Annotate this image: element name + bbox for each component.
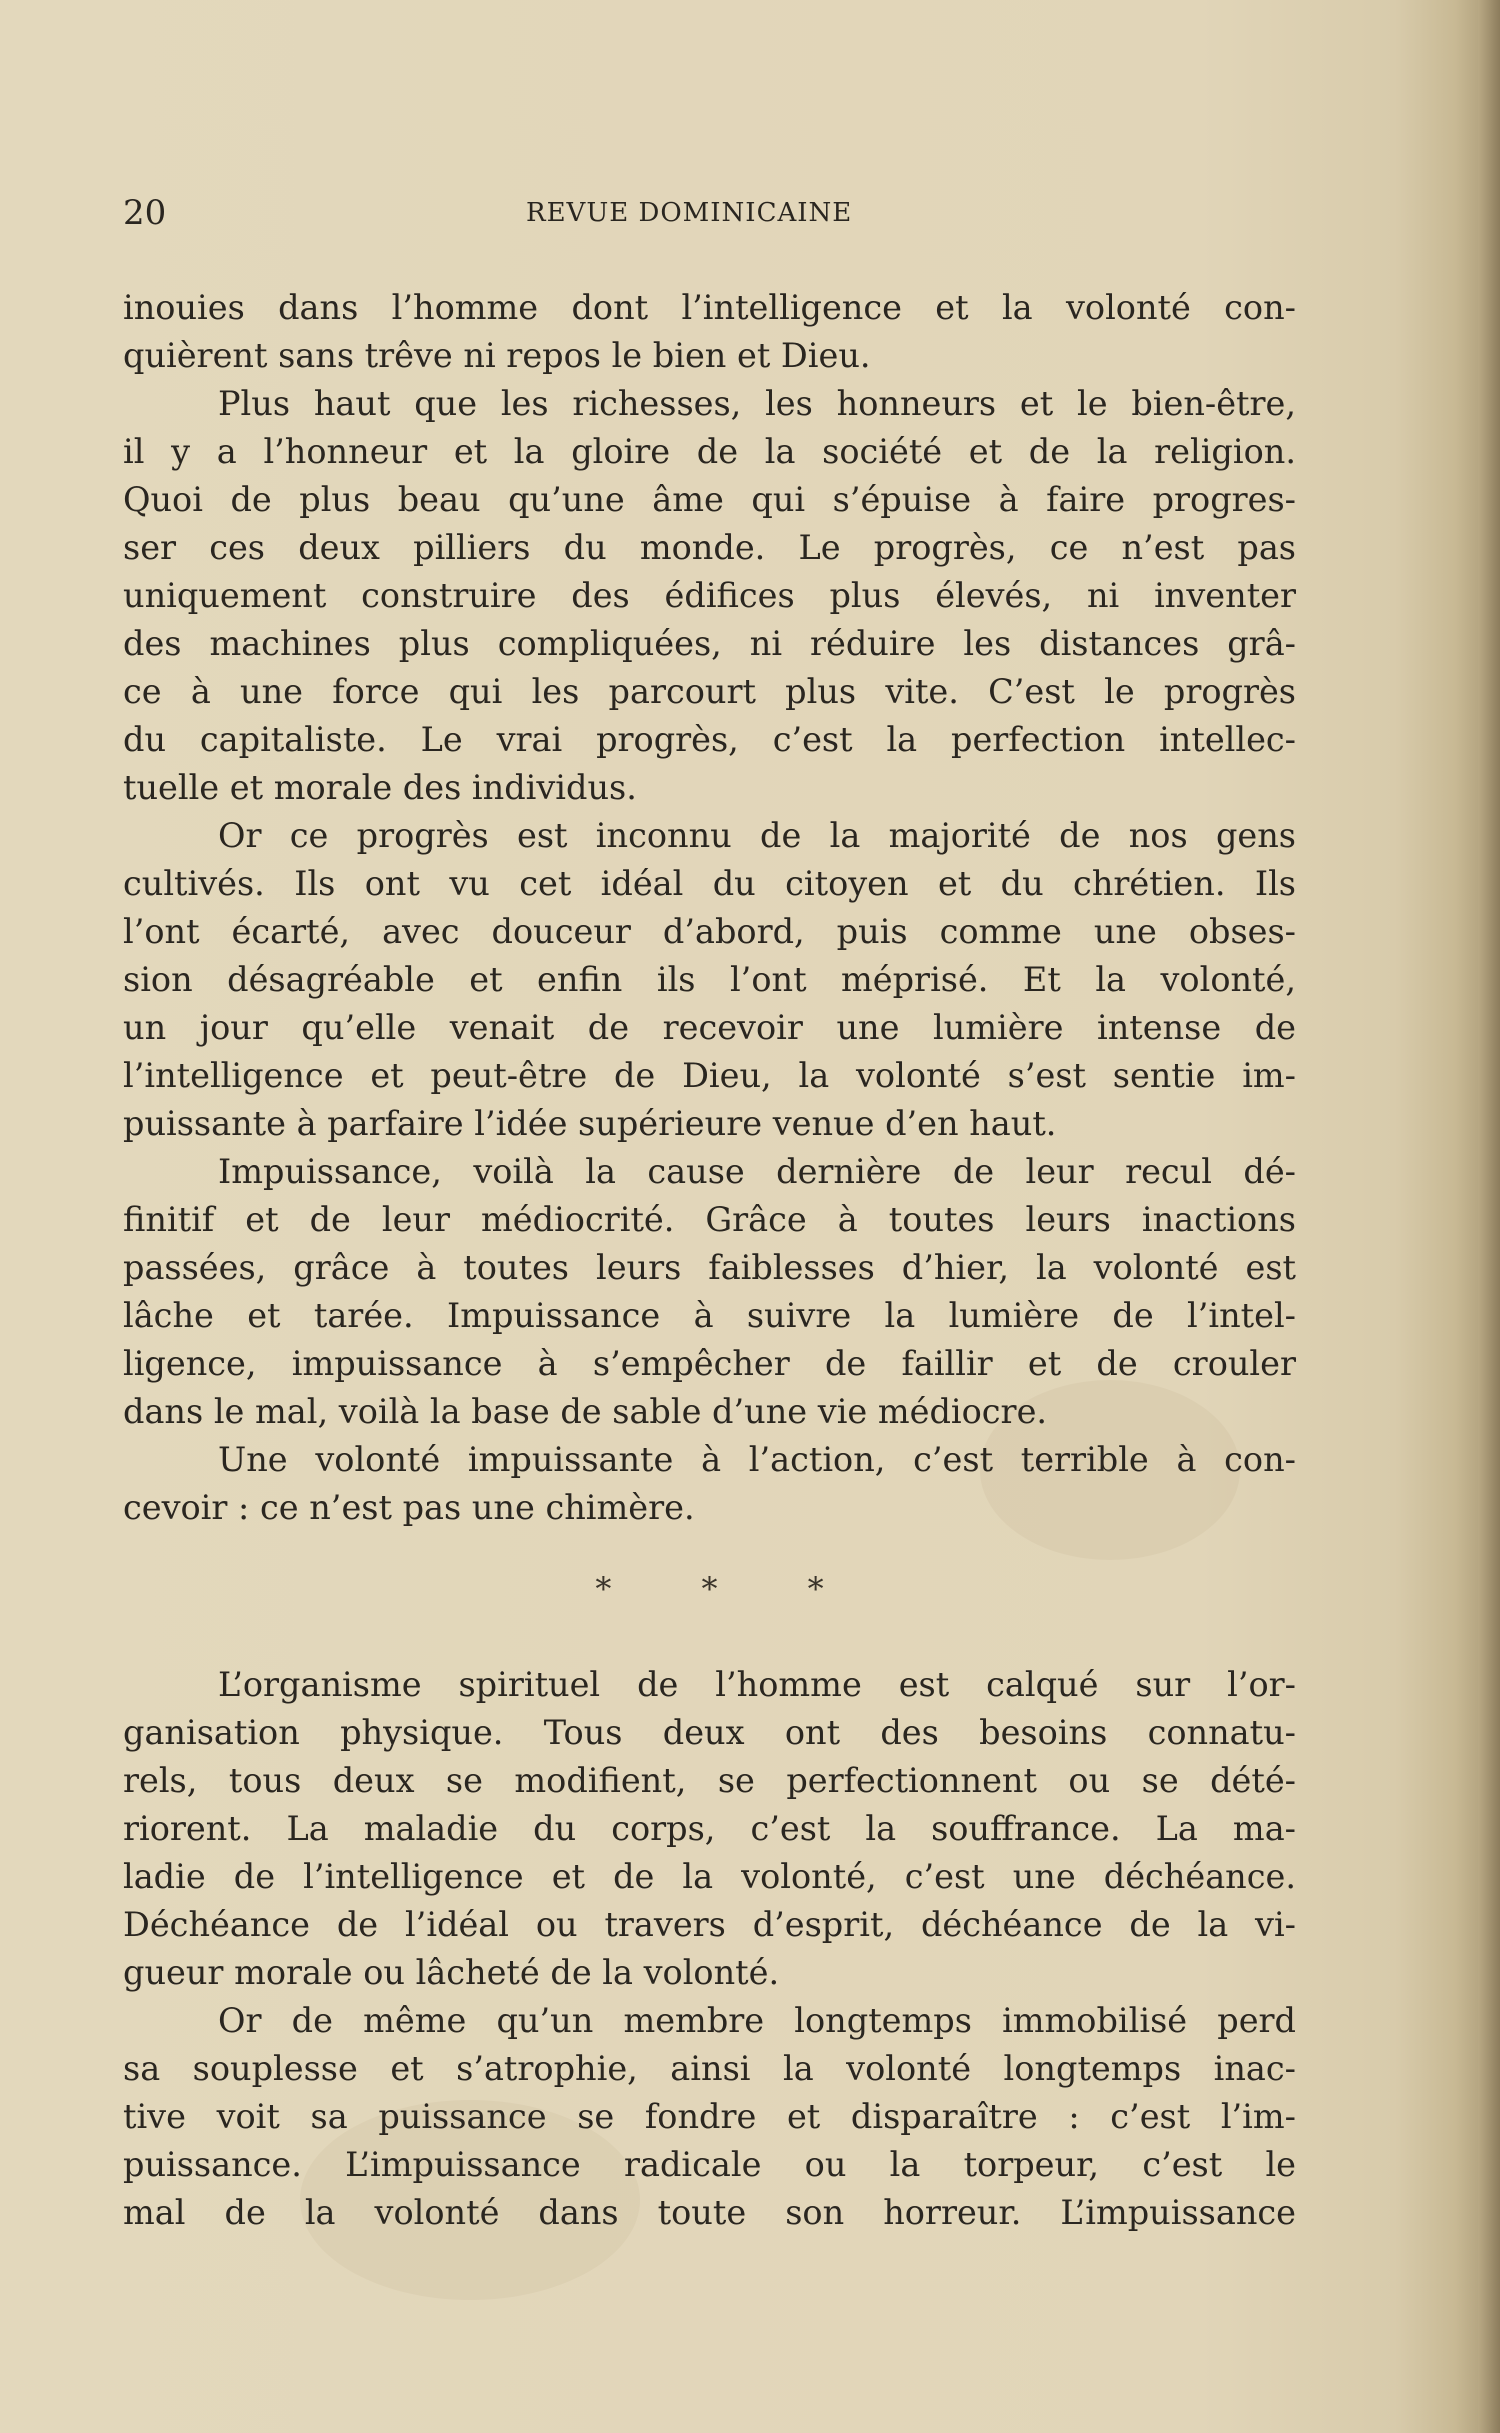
paragraph bbox=[123, 1997, 1296, 2237]
body-text bbox=[123, 284, 1296, 2237]
text-line: L’organisme spirituel de l’homme est calqué sur l’or- bbox=[218, 1665, 1296, 1704]
running-head bbox=[0, 188, 1500, 238]
text-line: puissance. L’impuissance radicale ou la torpeur, c’est le bbox=[123, 2145, 1296, 2184]
paragraph bbox=[123, 284, 1296, 380]
text-line: Quoi de plus beau qu’une âme qui s’épuise à faire progres- bbox=[123, 480, 1296, 519]
section-separator: * * * bbox=[595, 1570, 864, 1608]
text-line: riorent. La maladie du corps, c’est la souffrance. La ma- bbox=[123, 1809, 1296, 1848]
text-line: rels, tous deux se modifient, se perfectionnent ou se dété- bbox=[123, 1761, 1296, 1800]
text-line: tuelle et morale des individus. bbox=[123, 768, 637, 807]
text-line: inouies dans l’homme dont l’intelligence et la volonté con- bbox=[123, 288, 1296, 327]
text-line: cevoir : ce n’est pas une chimère. bbox=[123, 1488, 695, 1527]
text-line: il y a l’honneur et la gloire de la société et de la religion. bbox=[123, 432, 1296, 471]
text-line: du capitaliste. Le vrai progrès, c’est la perfection intellec- bbox=[123, 720, 1296, 759]
text-line: ce à une force qui les parcourt plus vite. C’est le progrès bbox=[123, 672, 1296, 711]
text-line: ser ces deux pilliers du monde. Le progrès, ce n’est pas bbox=[123, 528, 1296, 567]
text-line: Impuissance, voilà la cause dernière de leur recul dé- bbox=[218, 1152, 1296, 1191]
text-line: sa souplesse et s’atrophie, ainsi la volonté longtemps inac- bbox=[123, 2049, 1296, 2088]
text-line: l’intelligence et peut-être de Dieu, la volonté s’est sentie im- bbox=[123, 1056, 1296, 1095]
text-line: tive voit sa puissance se fondre et disparaître : c’est l’im- bbox=[123, 2097, 1296, 2136]
paragraph bbox=[123, 1661, 1296, 1997]
text-line: un jour qu’elle venait de recevoir une lumière intense de bbox=[123, 1008, 1296, 1047]
text-line: gueur morale ou lâcheté de la volonté. bbox=[123, 1953, 780, 1992]
text-line: ganisation physique. Tous deux ont des besoins connatu- bbox=[123, 1713, 1296, 1752]
text-line: uniquement construire des édifices plus élevés, ni inventer bbox=[123, 576, 1296, 615]
text-line: mal de la volonté dans toute son horreur. L’impuissance bbox=[123, 2193, 1296, 2232]
text-line: Or ce progrès est inconnu de la majorité de nos gens bbox=[218, 816, 1296, 855]
paragraph bbox=[123, 1148, 1296, 1436]
text-line: des machines plus compliquées, ni réduire les distances grâ- bbox=[123, 624, 1296, 663]
journal-title: REVUE DOMINICAINE bbox=[526, 198, 853, 228]
text-line: quièrent sans trêve ni repos le bien et Dieu. bbox=[123, 336, 871, 375]
page-number: 20 bbox=[123, 193, 167, 233]
page-edge-shadow bbox=[1478, 0, 1500, 2433]
text-line: Une volonté impuissante à l’action, c’est terrible à con- bbox=[218, 1440, 1296, 1479]
text-line: lâche et tarée. Impuissance à suivre la lumière de l’intel- bbox=[123, 1296, 1296, 1335]
text-line: passées, grâce à toutes leurs faiblesses d’hier, la volonté est bbox=[123, 1248, 1296, 1287]
paragraph bbox=[123, 380, 1296, 812]
text-line: ligence, impuissance à s’empêcher de faillir et de crouler bbox=[123, 1344, 1296, 1383]
paragraph bbox=[123, 1436, 1296, 1532]
text-line: Déchéance de l’idéal ou travers d’esprit, déchéance de la vi- bbox=[123, 1905, 1296, 1944]
text-line: cultivés. Ils ont vu cet idéal du citoyen et du chrétien. Ils bbox=[123, 864, 1296, 903]
paragraph bbox=[123, 812, 1296, 1148]
text-line: dans le mal, voilà la base de sable d’une vie médiocre. bbox=[123, 1392, 1048, 1431]
text-line: puissante à parfaire l’idée supérieure venue d’en haut. bbox=[123, 1104, 1057, 1143]
text-line: Plus haut que les richesses, les honneurs et le bien-être, bbox=[218, 384, 1296, 423]
text-line: Or de même qu’un membre longtemps immobilisé perd bbox=[218, 2001, 1296, 2040]
text-line: finitif et de leur médiocrité. Grâce à toutes leurs inactions bbox=[123, 1200, 1296, 1239]
text-line: sion désagréable et enfin ils l’ont méprisé. Et la volonté, bbox=[123, 960, 1296, 999]
text-line: ladie de l’intelligence et de la volonté, c’est une déchéance. bbox=[123, 1857, 1296, 1896]
text-line: l’ont écarté, avec douceur d’abord, puis comme une obses- bbox=[123, 912, 1296, 951]
